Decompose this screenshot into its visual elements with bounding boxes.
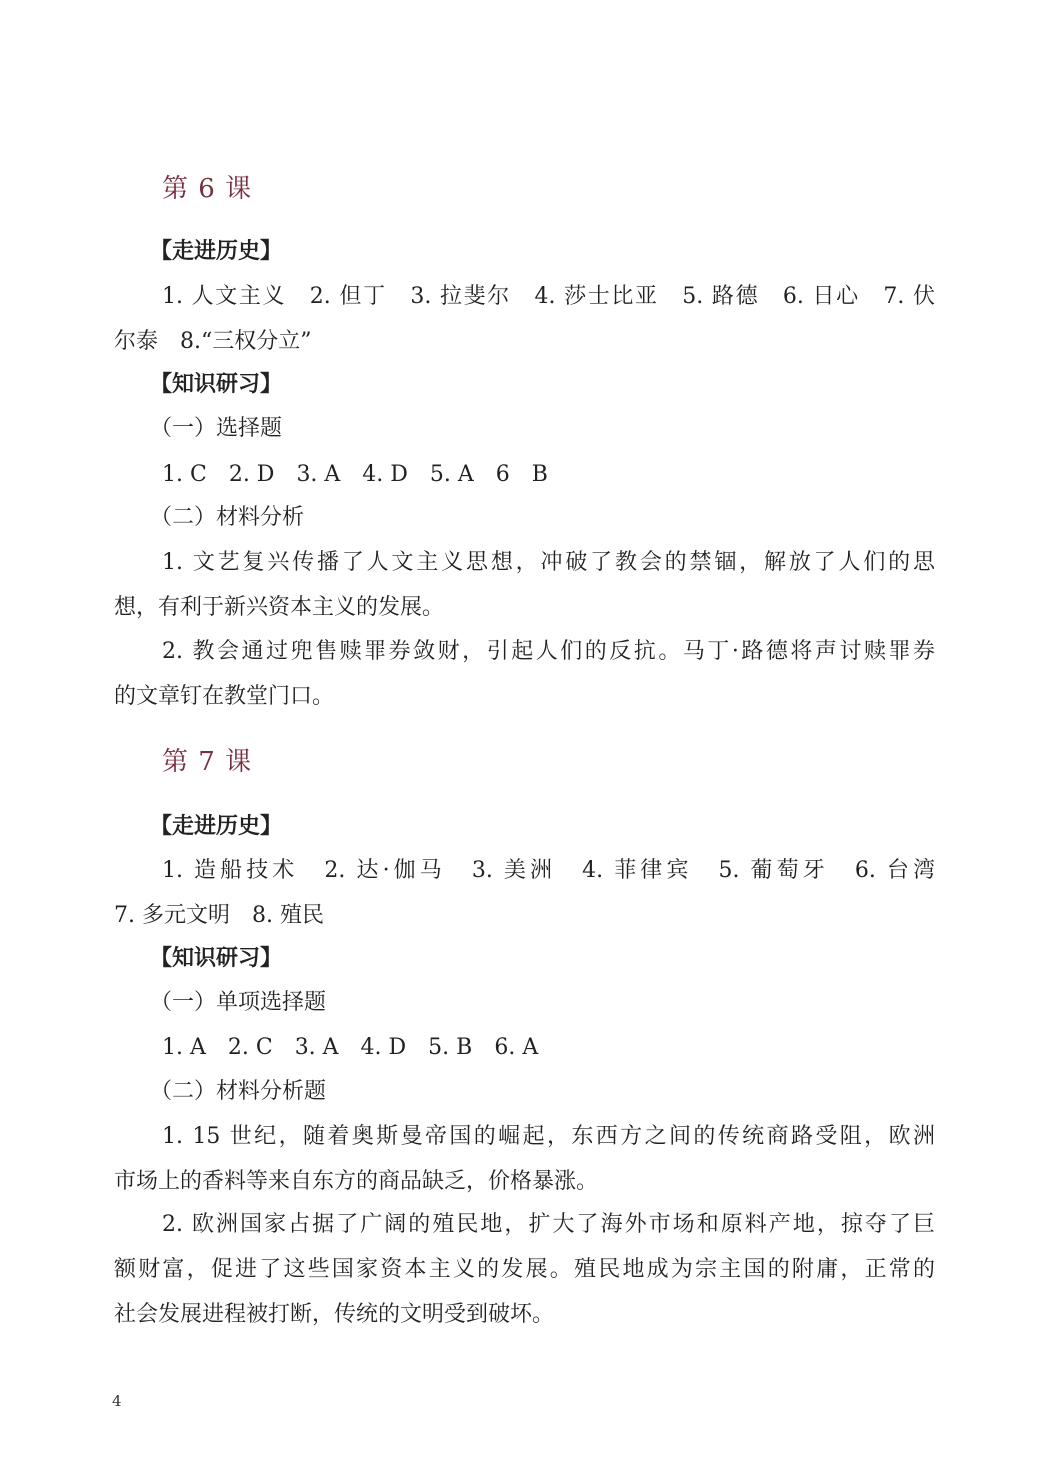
lesson-7-title: 第 7 课 [162, 747, 253, 777]
lesson-6-choice-answers: 1. C 2. D 3. A 4. D 5. A 6 B [162, 462, 548, 487]
lesson-6-section-header-study: 【知识研习】 [150, 372, 283, 397]
lesson-6-analysis-line-3: 2. 教会通过兜售赎罪券敛财，引起人们的反抗。马丁·路德将声讨赎罪券 [162, 639, 935, 664]
lesson-7-choice-answers: 1. A 2. C 3. A 4. D 5. B 6. A [162, 1035, 539, 1060]
lesson-7-analysis-heading: （二）材料分析题 [150, 1079, 327, 1104]
lesson-6-analysis-line-1: 1. 文艺复兴传播了人文主义思想，冲破了教会的禁锢，解放了人们的思 [162, 550, 935, 575]
lesson-7-history-line-1: 1. 造船技术 2. 达·伽马 3. 美洲 4. 菲律宾 5. 葡萄牙 6. 台湾 [162, 858, 935, 883]
lesson-6-history-line-2: 尔泰 8.“三权分立” [114, 329, 312, 354]
lesson-6-history-line-1: 1. 人文主义 2. 但丁 3. 拉斐尔 4. 莎士比亚 5. 路德 6. 日心 7. 伏 [162, 284, 935, 309]
lesson-7-analysis-line-4: 额财富，促进了这些国家资本主义的发展。殖民地成为宗主国的附庸，正常的 [114, 1257, 935, 1282]
lesson-6-analysis-line-2: 想，有利于新兴资本主义的发展。 [114, 595, 445, 620]
lesson-7-choice-heading: （一）单项选择题 [150, 990, 327, 1015]
lesson-6-analysis-line-4: 的文章钉在教堂门口。 [114, 684, 335, 709]
page-number: 4 [112, 1392, 122, 1410]
lesson-7-history-line-2: 7. 多元文明 8. 殖民 [114, 903, 324, 928]
lesson-7-analysis-line-2: 市场上的香料等来自东方的商品缺乏，价格暴涨。 [114, 1169, 599, 1194]
lesson-6-section-header-history: 【走进历史】 [150, 239, 283, 264]
lesson-6-analysis-heading: （二）材料分析 [150, 505, 305, 530]
lesson-7-analysis-line-3: 2. 欧洲国家占据了广阔的殖民地，扩大了海外市场和原料产地，掠夺了巨 [162, 1212, 935, 1237]
lesson-6-choice-heading: （一）选择题 [150, 416, 283, 441]
lesson-7-section-header-history: 【走进历史】 [150, 814, 283, 839]
lesson-7-analysis-line-1: 1. 15 世纪，随着奥斯曼帝国的崛起，东西方之间的传统商路受阻，欧洲 [162, 1124, 935, 1149]
lesson-7-section-header-study: 【知识研习】 [150, 946, 283, 971]
lesson-6-title: 第 6 课 [162, 174, 253, 204]
lesson-7-analysis-line-5: 社会发展进程被打断，传统的文明受到破坏。 [114, 1302, 555, 1327]
